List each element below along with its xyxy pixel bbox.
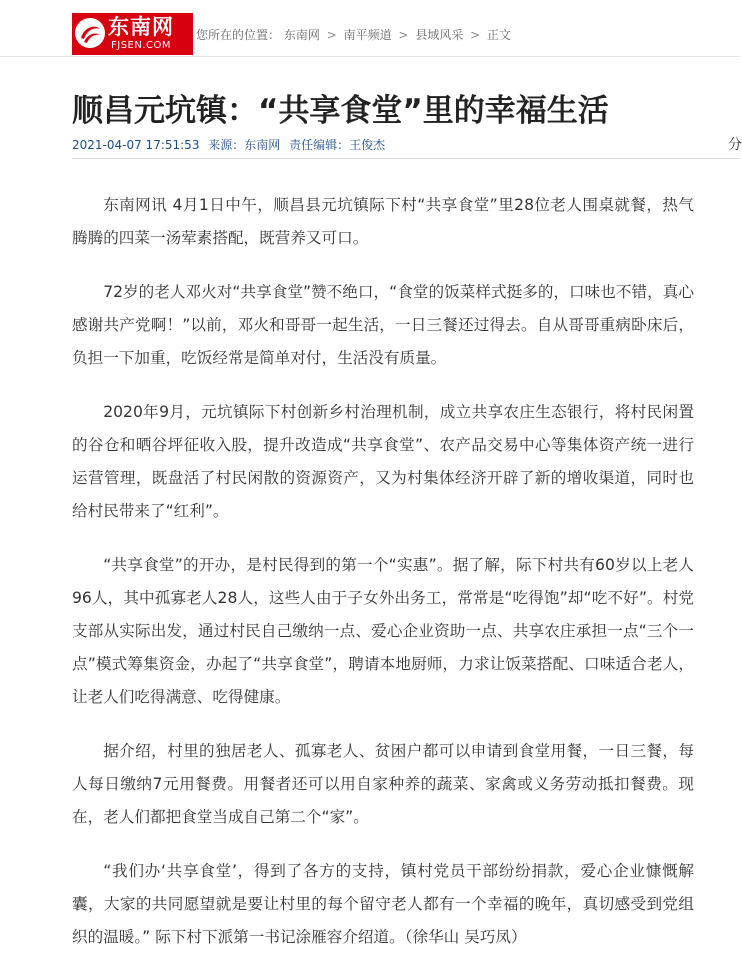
article-title: 顺昌元坑镇：“共享食堂”里的幸福生活: [72, 93, 609, 129]
breadcrumb-current: 正文: [487, 28, 512, 42]
share-button[interactable]: 分: [728, 137, 742, 153]
article-paragraph: 2020年9月，元坑镇际下村创新乡村治理机制，成立共享农庄生态银行，将村民闲置的谷仓和晒谷坪征收入股，提升改造成“共享食堂”、农产品交易中心等集体资产统一进行运营管理，既盘活了村民闲散的资源资产，又为村集体经济开辟了新的增收渠道，同时也给村民带来了“红利”。: [72, 403, 694, 520]
breadcrumb-separator: >: [326, 28, 337, 42]
logo-subtext: FJSEN.COM: [111, 40, 172, 51]
article-paragraph: 东南网讯 4月1日中午，顺昌县元坑镇际下村“共享食堂”里28位老人围桌就餐，热气腾腾的四菜一汤荤素搭配，既营养又可口。: [72, 196, 694, 247]
article-paragraph: “我们办‘共享食堂’，得到了各方的支持，镇村党员干部纷纷捐款，爱心企业慷慨解囊，大家的共同愿望就是要让村里的每个留守老人都有一个幸福的晚年，真切感受到党组织的温暖。” 际下村下派第一书记涂雁容介绍道。（徐华山 吴巧凤）: [72, 862, 694, 946]
breadcrumb-separator: >: [470, 28, 481, 42]
article-body: [72, 189, 694, 975]
article-paragraph: 据介绍，村里的独居老人、孤寡老人、贫困户都可以申请到食堂用餐，一日三餐，每人每日缴纳7元用餐费。用餐者还可以用自家种养的蔬菜、家禽或义务劳动抵扣餐费。现在，老人们都把食堂当成自己第二个“家”。: [72, 742, 694, 826]
fjsen-logo-icon: [75, 18, 105, 48]
article-meta: [72, 137, 390, 153]
breadcrumb-separator: >: [398, 28, 409, 42]
article-editor: 责任编辑：王俊杰: [289, 138, 386, 152]
site-logo[interactable]: [72, 13, 193, 55]
breadcrumb: [196, 26, 511, 44]
breadcrumb-nanping[interactable]: 南平频道: [343, 28, 392, 42]
article-paragraph: 72岁的老人邓火对“共享食堂”赞不绝口，“食堂的饭菜样式挺多的，口味也不错，真心感谢共产党啊！”以前，邓火和哥哥一起生活，一日三餐还过得去。自从哥哥重病卧床后，负担一下加重，吃饭经常是简单对付，生活没有质量。: [72, 283, 694, 367]
site-header: [0, 0, 740, 57]
meta-divider: [72, 158, 740, 159]
breadcrumb-county[interactable]: 县域风采: [415, 28, 464, 42]
article-paragraph: “共享食堂”的开办，是村民得到的第一个“实惠”。据了解，际下村共有60岁以上老人96人，其中孤寡老人28人，这些人由于子女外出务工，常常是“吃得饱”却“吃不好”。村党支部从实际出发，通过村民自己缴纳一点、爱心企业资助一点、共享农庄承担一点“三个一点”模式筹集资金，办起了“共享食堂”，聘请本地厨师，力求让饭菜搭配、口味适合老人，让老人们吃得满意、吃得健康。: [72, 556, 694, 706]
location-label: 您所在的位置：: [196, 28, 281, 42]
breadcrumb-home[interactable]: 东南网: [283, 28, 320, 42]
article-datetime: 2021-04-07 17:51:53: [72, 138, 200, 152]
logo-text: 东南网: [108, 15, 174, 39]
article-source: 来源：东南网: [208, 138, 281, 152]
